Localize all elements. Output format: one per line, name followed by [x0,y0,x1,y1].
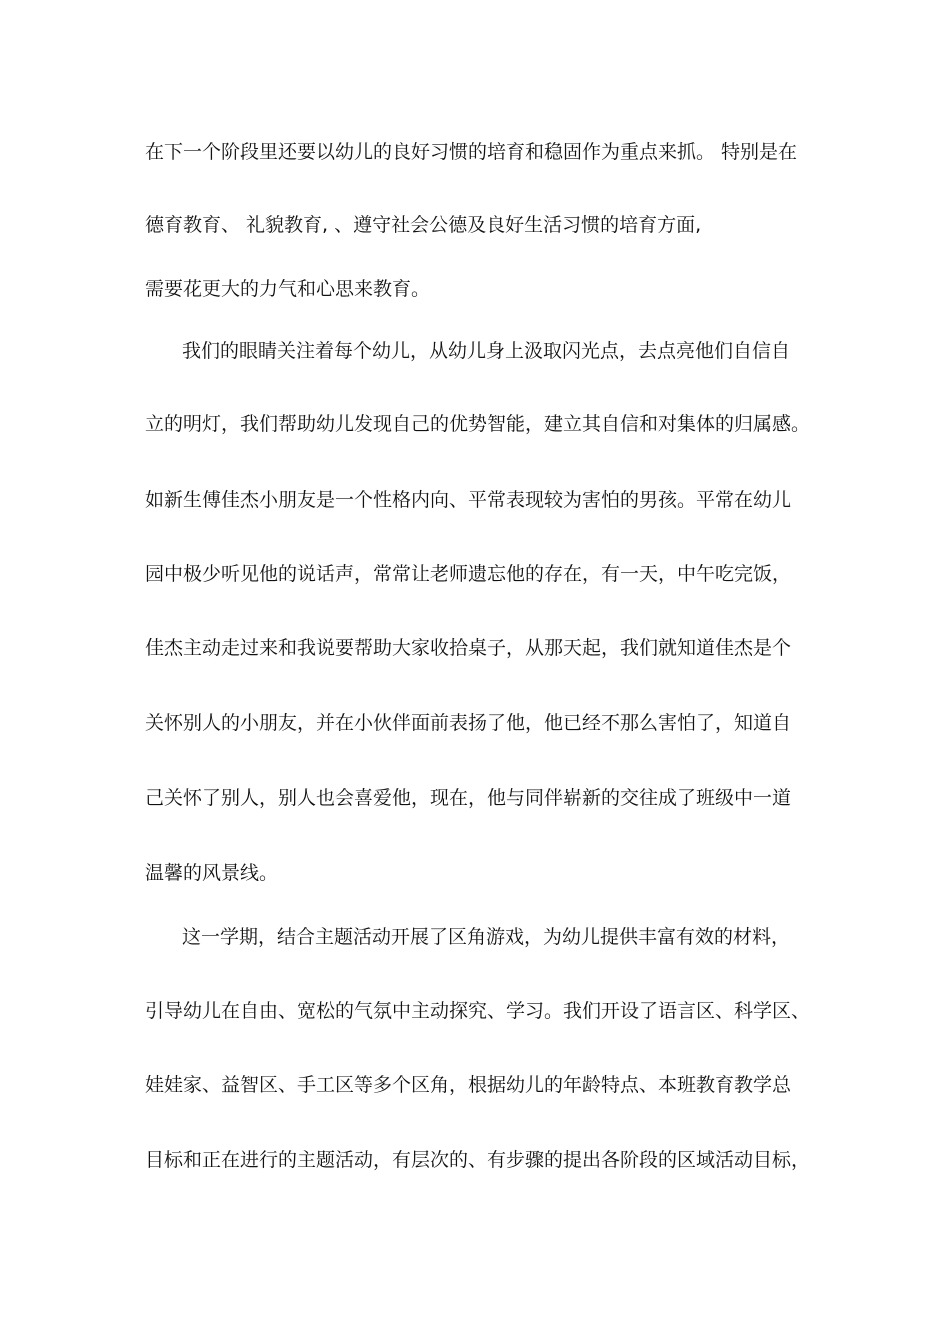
text-line: 己关怀了别人，别人也会喜爱他，现在，他与同伴崭新的交往成了班级中一道 [145,787,792,809]
text-line: 佳杰主动走过来和我说要帮助大家收拾桌子，从那天起，我们就知道佳杰是个 [145,637,792,659]
text-line: 引导幼儿在自由、宽松的气氛中主动探究、学习。我们开设了语言区、科学区、 [145,1000,811,1022]
text-line: 娃娃家、益智区、手工区等多个区角，根据幼儿的年龄特点、本班教育教学总 [145,1074,792,1096]
text-line: 温馨的风景线。 [145,862,279,884]
text-line: 关怀别人的小朋友，并在小伙伴面前表扬了他，他已经不那么害怕了，知道自 [145,712,792,734]
text-line: 德育教育、 礼貌教育, 、遵守社会公德及良好生活习惯的培育方面, [145,214,702,236]
text-line: 在下一个阶段里还要以幼儿的良好习惯的培育和稳固作为重点来抓。 特别是在 [145,141,798,163]
text-line: 园中极少听见他的说话声，常常让老师遗忘他的存在，有一天，中午吃完饭， [145,563,792,585]
text-line: 如新生傅佳杰小朋友是一个性格内向、平常表现较为害怕的男孩。平常在幼儿 [145,489,792,511]
paragraph-start-line: 我们的眼睛关注着每个幼儿，从幼儿身上汲取闪光点，去点亮他们自信自 [182,340,791,362]
text-line: 需要花更大的力气和心思来教育。 [145,278,431,300]
text-line: 立的明灯，我们帮助幼儿发现自己的优势智能，建立其自信和对集体的归属感。 [145,413,811,435]
paragraph-start-line: 这一学期，结合主题活动开展了区角游戏，为幼儿提供丰富有效的材料， [182,926,791,948]
text-line: 目标和正在进行的主题活动，有层次的、有步骤的提出各阶段的区域活动目标， [145,1149,811,1171]
